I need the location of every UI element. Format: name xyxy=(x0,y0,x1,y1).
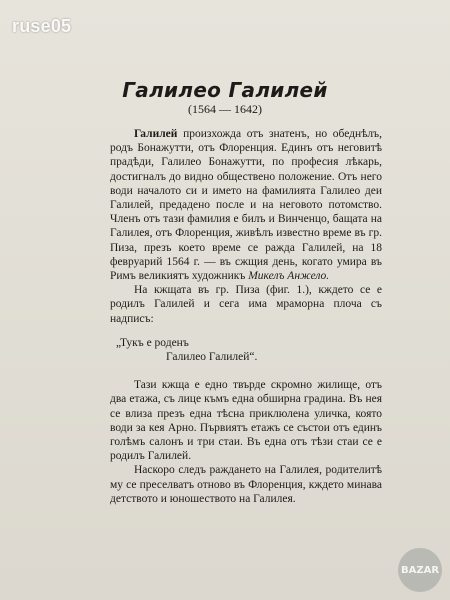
paragraph-1 xyxy=(110,127,382,283)
watermark-text: ruse05 xyxy=(12,16,72,36)
chapter-dates: (1564 — 1642) xyxy=(188,102,262,116)
paragraph-italic: Микелъ Анжело. xyxy=(248,270,330,283)
paragraph-lead: Галилей xyxy=(134,128,178,140)
body-text xyxy=(110,127,382,506)
paragraph-text: произхожда отъ знатенъ, но обеднѣлъ, родъ Бонажутти, отъ Флоренция. Единъ отъ неговитѣ прадѣди, Галилео Бонажутти, по професия лѣкарь, достигналъ до видно обществено положение. Отъ него води началото си и името на фамилията Галилео деи Галилей, предадено после и на неговото потомство. Членъ отъ тази фамилия е билъ и Винченцо, бащата на Галилея, отъ Флоренция, живѣлъ известно време въ гр. Пиза, презъ което време се ражда Галилей, на 18 февруарий 1564 г. — въ сжщия день, когато умира въ Римъ великиятъ художникъ xyxy=(110,128,382,283)
inscription xyxy=(110,336,382,364)
paragraph-2: На кжщата въ гр. Пиза (фиг. 1.), кждето се е родилъ Галилей и сега има мраморна плоча съ надписъ: xyxy=(110,284,382,325)
paragraph-4: Наскоро следъ раждането на Галилея, родителитѣ му се преселватъ отново въ Флоренция, кждето минава детството и юношеството на Галилея. xyxy=(110,464,382,505)
inscription-line-1: „Тукъ е роденъ xyxy=(116,336,189,349)
logo-text: BAZAR xyxy=(400,564,440,576)
paragraph-3: Тази кжща е едно твърде скромно жилище, отъ два етажа, съ лице къмъ една обширна градина. Въ нея се влиза презъ една тѣсна приклюлена уличка, която води за кея Арно. Първиятъ етажъ се състои отъ единъ голѣмъ салонъ и три стаи. Въ една отъ тѣзи стаи се е родилъ Галилей. xyxy=(110,379,382,463)
chapter-title: Галилео Галилей xyxy=(122,78,328,102)
bazar-logo-icon xyxy=(398,548,442,592)
inscription-line-2: Галилео Галилей“. xyxy=(166,351,258,364)
